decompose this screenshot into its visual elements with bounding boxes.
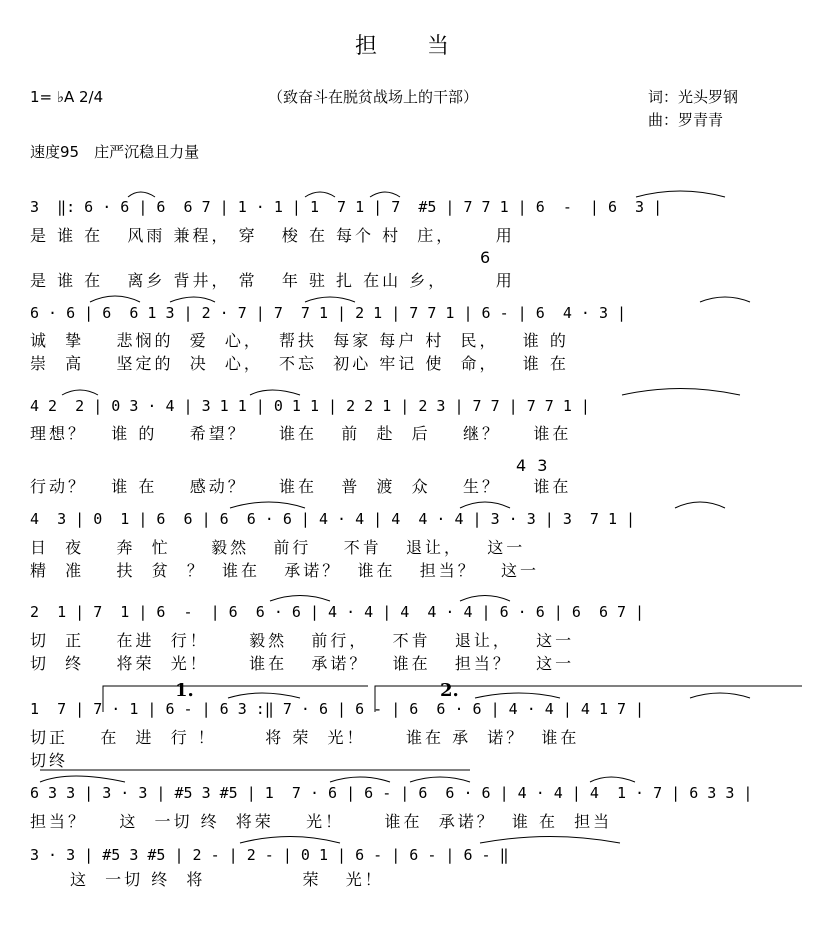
volta-second-ending: 2. [440,680,459,701]
key-signature: 1= ♭A 2/4 [30,88,104,106]
lyricist: 词：光头罗钢 [648,88,739,106]
lyric-row-5-verse-2: 切 终 将荣 光！ 谁在 承诺？ 谁在 担当？ 这一 [30,654,575,673]
notation-row-5: 2 1 | 7 1 | 6 - | 6 6 · 6 | 4 · 4 | 4 4 · 4 | 6 · 6 | 6 6 7 | [30,603,645,621]
lyric-row-3-verse-2: 行动？ 谁 在 感动？ 谁在 普 渡 众 生？ 谁在 [30,477,572,496]
lyric-row-7: 担当？ 这 一切 终 将荣 光！ 谁在 承诺？ 谁 在 担当 [30,812,613,831]
lyric-row-3-verse-1: 理想？ 谁 的 希望？ 谁在 前 赴 后 继？ 谁在 [30,424,572,443]
tempo-marking: 速度95 庄严沉稳且力量 [30,143,200,161]
dedication: （致奋斗在脱贫战场上的干部） [268,88,479,106]
lyric-row-1-verse-1: 是 谁 在 风雨 兼程， 穿 梭 在 每个 村 庄， 用 [30,226,515,245]
lyric-row-5-verse-1: 切 正 在进 行！ 毅然 前行， 不肯 退让， 这一 [30,631,575,650]
lyric-row-6-verse-2: 切终 [30,751,69,770]
lyric-row-6-verse-1: 切正 在 进 行 ！ 将 荣 光！ 谁在 承 诺？ 谁在 [30,728,580,747]
lyric-row-4-verse-2: 精 准 扶 贫 ？ 谁在 承诺？ 谁在 担当？ 这一 [30,561,539,580]
volta-first-ending: 1. [175,680,194,701]
composer: 曲：罗青青 [648,111,724,129]
lyric-row-3-extra: 4 3 [516,456,551,475]
notation-row-8: 3 · 3 | #5 3 #5 | 2 - | 2 - | 0 1 | 6 - | 6 - | 6 - ‖ [30,846,509,864]
notation-row-6: 1 7 | 7 · 1 | 6 - | 6 3 :‖ 7 · 6 | 6 - | 6 6 · 6 | 4 · 4 | 4 1 7 | [30,700,645,718]
lyric-row-4-verse-1: 日 夜 奔 忙 毅然 前行 不肯 退让， 这一 [30,538,526,557]
notation-row-7: 6 3 3 | 3 · 3 | #5 3 #5 | 1 7 · 6 | 6 - | 6 6 · 6 | 4 · 4 | 4 1 · 7 | 6 3 3 | [30,784,753,802]
song-title: 担 当 [355,34,452,59]
notation-row-4: 4 3 | 0 1 | 6 6 | 6 6 · 6 | 4 · 4 | 4 4 · 4 | 3 · 3 | 3 7 1 | [30,510,636,528]
lyric-row-2-verse-2: 崇 高 坚定的 决 心， 不忘 初心 牢记 使 命， 谁 在 [30,354,569,373]
notation-row-1: 3 ‖: 6 · 6 | 6 6 7 | 1 · 1 | 1 7 1 | 7 #5 | 7 7 1 | 6 - | 6 3 | [30,198,663,216]
lyric-row-1-extra: 6 [480,248,494,267]
lyric-row-1-verse-2: 是 谁 在 离乡 背井， 常 年 驻 扎 在山 乡， 用 [30,271,515,290]
notation-row-3: 4 2 2 | 0 3 · 4 | 3 1 1 | 0 1 1 | 2 2 1 | 2 3 | 7 7 | 7 7 1 | [30,397,590,415]
notation-row-2: 6 · 6 | 6 6 1 3 | 2 · 7 | 7 7 1 | 2 1 | 7 7 1 | 6 - | 6 4 · 3 | [30,304,627,322]
lyric-row-2-verse-1: 诚 挚 悲悯的 爱 心， 帮扶 每家 每户 村 民， 谁 的 [30,331,569,350]
lyric-row-8: 这 一切 终 将 荣 光！ [70,870,384,889]
